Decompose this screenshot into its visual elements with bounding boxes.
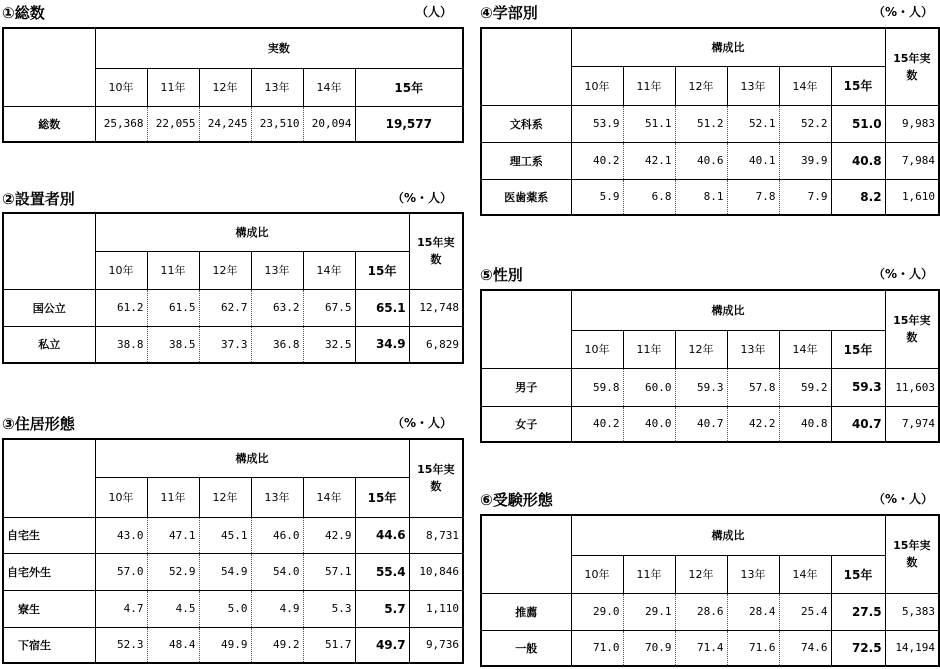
cell-value: 5.0	[199, 590, 251, 627]
table-row	[481, 142, 939, 179]
cell-value: 38.5	[147, 326, 199, 363]
table-row	[481, 368, 939, 406]
count-value: 1,610	[885, 179, 939, 215]
section-title: ①総数	[2, 4, 45, 22]
year-header: 10年	[571, 555, 623, 593]
cell-value: 71.6	[727, 630, 779, 666]
establisher-table	[2, 212, 464, 364]
current-value: 5.7	[355, 590, 409, 627]
row-label: 推薦	[481, 593, 571, 630]
section-gender	[480, 264, 939, 444]
current-value: 8.2	[831, 179, 885, 215]
header-label: 実数	[95, 28, 463, 68]
header-label: 構成比	[95, 213, 409, 251]
year-header: 13年	[251, 251, 303, 289]
cell-value: 40.2	[571, 142, 623, 179]
unit-label: （人）	[415, 5, 452, 19]
cell-value: 4.9	[251, 590, 303, 627]
cell-value: 53.9	[571, 105, 623, 142]
year-header: 11年	[147, 68, 199, 106]
count-value: 6,829	[409, 326, 463, 363]
year-header: 13年	[727, 330, 779, 368]
cell-value: 40.8	[779, 406, 831, 442]
year-header: 12年	[199, 68, 251, 106]
row-label: 理工系	[481, 142, 571, 179]
current-value: 72.5	[831, 630, 885, 666]
cell-value: 71.0	[571, 630, 623, 666]
count-value: 8,731	[409, 517, 463, 553]
current-value: 44.6	[355, 517, 409, 553]
section-exam	[480, 489, 939, 669]
header-label: 構成比	[95, 439, 409, 477]
cell-value: 51.7	[303, 627, 355, 663]
year-header: 12年	[199, 477, 251, 517]
cell-value: 39.9	[779, 142, 831, 179]
count-header: 15年実数	[885, 28, 939, 105]
year-header: 12年	[675, 66, 727, 105]
cell-value: 4.5	[147, 590, 199, 627]
cell-value: 42.9	[303, 517, 355, 553]
cell-value: 25.4	[779, 593, 831, 630]
cell-value: 47.1	[147, 517, 199, 553]
count-value: 10,846	[409, 553, 463, 590]
row-label: 寮生	[3, 590, 95, 627]
table-row	[3, 106, 463, 142]
current-value: 65.1	[355, 289, 409, 326]
cell-value: 6.8	[623, 179, 675, 215]
cell-value: 57.1	[303, 553, 355, 590]
count-value: 9,983	[885, 105, 939, 142]
year-header: 14年	[303, 68, 355, 106]
corner-cell	[3, 28, 95, 106]
row-label: 国公立	[3, 289, 95, 326]
cell-value: 52.9	[147, 553, 199, 590]
cell-value: 20,094	[303, 106, 355, 142]
count-header: 15年実数	[409, 439, 463, 517]
year-header: 12年	[675, 555, 727, 593]
row-label: 一般	[481, 630, 571, 666]
cell-value: 49.9	[199, 627, 251, 663]
current-year-header: 15年	[355, 68, 463, 106]
cell-value: 5.9	[571, 179, 623, 215]
cell-value: 60.0	[623, 368, 675, 406]
section-title: ③住居形態	[2, 415, 75, 433]
unit-label: （%・人）	[872, 492, 933, 506]
cell-value: 23,510	[251, 106, 303, 142]
cell-value: 61.5	[147, 289, 199, 326]
faculty-table	[480, 27, 940, 216]
row-label: 女子	[481, 406, 571, 442]
section-title: ⑤性別	[480, 266, 523, 284]
count-header: 15年実数	[409, 213, 463, 289]
year-header: 14年	[303, 251, 355, 289]
count-value: 14,194	[885, 630, 939, 666]
cell-value: 5.3	[303, 590, 355, 627]
year-header: 11年	[623, 330, 675, 368]
current-year-header: 15年	[355, 477, 409, 517]
cell-value: 29.1	[623, 593, 675, 630]
cell-value: 40.2	[571, 406, 623, 442]
count-header: 15年実数	[885, 290, 939, 368]
residence-table	[2, 438, 464, 664]
unit-label: （%・人）	[391, 416, 452, 430]
year-header: 13年	[727, 66, 779, 105]
cell-value: 52.1	[727, 105, 779, 142]
corner-cell	[481, 290, 571, 368]
count-value: 5,383	[885, 593, 939, 630]
section-title: ②設置者別	[2, 190, 75, 208]
current-value: 55.4	[355, 553, 409, 590]
table-row	[3, 289, 463, 326]
cell-value: 71.4	[675, 630, 727, 666]
table-row	[481, 406, 939, 442]
section-title: ⑥受験形態	[480, 491, 553, 509]
cell-value: 40.0	[623, 406, 675, 442]
cell-value: 32.5	[303, 326, 355, 363]
current-value: 49.7	[355, 627, 409, 663]
unit-label: （%・人）	[872, 267, 933, 281]
cell-value: 24,245	[199, 106, 251, 142]
cell-value: 59.2	[779, 368, 831, 406]
header-label: 構成比	[571, 515, 885, 555]
current-year-header: 15年	[831, 66, 885, 105]
table-row	[481, 630, 939, 666]
cell-value: 4.7	[95, 590, 147, 627]
table-row	[3, 326, 463, 363]
row-label: 自宅外生	[3, 553, 95, 590]
year-header: 10年	[571, 330, 623, 368]
cell-value: 8.1	[675, 179, 727, 215]
cell-value: 45.1	[199, 517, 251, 553]
current-value: 59.3	[831, 368, 885, 406]
section-residence	[2, 413, 462, 669]
unit-label: （%・人）	[391, 191, 452, 205]
count-value: 1,110	[409, 590, 463, 627]
table-row	[3, 517, 463, 553]
header-label: 構成比	[571, 290, 885, 330]
current-value: 51.0	[831, 105, 885, 142]
corner-cell	[481, 28, 571, 105]
row-label: 総数	[3, 106, 95, 142]
year-header: 10年	[95, 68, 147, 106]
count-value: 7,984	[885, 142, 939, 179]
cell-value: 62.7	[199, 289, 251, 326]
table-row	[3, 590, 463, 627]
section-title: ④学部別	[480, 4, 538, 22]
section-establisher	[2, 188, 462, 368]
cell-value: 49.2	[251, 627, 303, 663]
cell-value: 59.3	[675, 368, 727, 406]
cell-value: 46.0	[251, 517, 303, 553]
table-row	[481, 593, 939, 630]
row-label: 医歯薬系	[481, 179, 571, 215]
gender-table	[480, 289, 940, 443]
cell-value: 51.1	[623, 105, 675, 142]
row-label: 自宅生	[3, 517, 95, 553]
count-value: 9,736	[409, 627, 463, 663]
year-header: 13年	[251, 68, 303, 106]
cell-value: 42.2	[727, 406, 779, 442]
unit-label: （%・人）	[872, 5, 933, 19]
cell-value: 52.2	[779, 105, 831, 142]
cell-value: 67.5	[303, 289, 355, 326]
table-row	[3, 553, 463, 590]
year-header: 14年	[779, 330, 831, 368]
table-row	[481, 105, 939, 142]
year-header: 11年	[623, 555, 675, 593]
cell-value: 40.6	[675, 142, 727, 179]
cell-value: 29.0	[571, 593, 623, 630]
cell-value: 43.0	[95, 517, 147, 553]
cell-value: 28.4	[727, 593, 779, 630]
corner-cell	[3, 213, 95, 289]
year-header: 13年	[727, 555, 779, 593]
table-row	[3, 627, 463, 663]
current-value: 40.7	[831, 406, 885, 442]
cell-value: 37.3	[199, 326, 251, 363]
year-header: 13年	[251, 477, 303, 517]
count-value: 7,974	[885, 406, 939, 442]
cell-value: 40.1	[727, 142, 779, 179]
cell-value: 59.8	[571, 368, 623, 406]
year-header: 12年	[199, 251, 251, 289]
total-table	[2, 27, 464, 143]
current-year-header: 15年	[355, 251, 409, 289]
row-label: 私立	[3, 326, 95, 363]
row-label: 下宿生	[3, 627, 95, 663]
row-label: 文科系	[481, 105, 571, 142]
cell-value: 36.8	[251, 326, 303, 363]
year-header: 10年	[95, 477, 147, 517]
cell-value: 22,055	[147, 106, 199, 142]
cell-value: 57.0	[95, 553, 147, 590]
header-label: 構成比	[571, 28, 885, 66]
year-header: 14年	[303, 477, 355, 517]
year-header: 10年	[95, 251, 147, 289]
corner-cell	[481, 515, 571, 593]
exam-table	[480, 514, 940, 667]
corner-cell	[3, 439, 95, 517]
cell-value: 7.8	[727, 179, 779, 215]
year-header: 14年	[779, 555, 831, 593]
cell-value: 54.0	[251, 553, 303, 590]
count-value: 11,603	[885, 368, 939, 406]
cell-value: 63.2	[251, 289, 303, 326]
count-header: 15年実数	[885, 515, 939, 593]
year-header: 11年	[147, 477, 199, 517]
year-header: 11年	[147, 251, 199, 289]
cell-value: 7.9	[779, 179, 831, 215]
year-header: 11年	[623, 66, 675, 105]
count-value: 12,748	[409, 289, 463, 326]
year-header: 14年	[779, 66, 831, 105]
cell-value: 38.8	[95, 326, 147, 363]
cell-value: 28.6	[675, 593, 727, 630]
table-row	[481, 179, 939, 215]
cell-value: 70.9	[623, 630, 675, 666]
cell-value: 74.6	[779, 630, 831, 666]
cell-value: 61.2	[95, 289, 147, 326]
cell-value: 42.1	[623, 142, 675, 179]
current-value: 27.5	[831, 593, 885, 630]
current-year-header: 15年	[831, 555, 885, 593]
cell-value: 51.2	[675, 105, 727, 142]
cell-value: 57.8	[727, 368, 779, 406]
year-header: 12年	[675, 330, 727, 368]
current-value: 19,577	[355, 106, 463, 142]
cell-value: 25,368	[95, 106, 147, 142]
current-value: 34.9	[355, 326, 409, 363]
year-header: 10年	[571, 66, 623, 105]
section-total	[2, 2, 462, 142]
cell-value: 54.9	[199, 553, 251, 590]
section-faculty	[480, 2, 939, 217]
row-label: 男子	[481, 368, 571, 406]
cell-value: 48.4	[147, 627, 199, 663]
current-year-header: 15年	[831, 330, 885, 368]
current-value: 40.8	[831, 142, 885, 179]
cell-value: 40.7	[675, 406, 727, 442]
cell-value: 52.3	[95, 627, 147, 663]
